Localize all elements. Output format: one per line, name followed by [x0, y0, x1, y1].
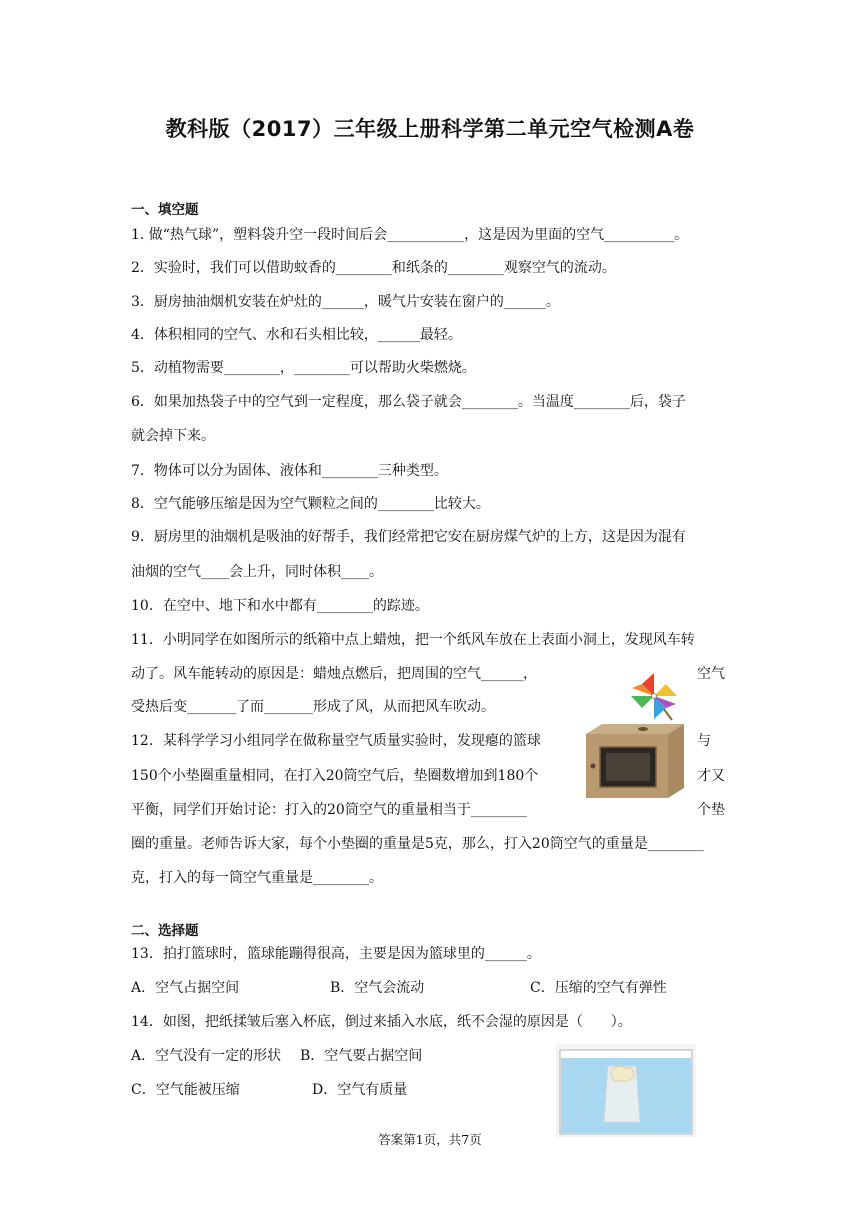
- question-14-option-d: D．空气有质量: [312, 1082, 408, 1098]
- question-14-option-b: B．空气要占据空间: [300, 1048, 423, 1064]
- question-4: 4．体积相同的空气、水和石头相比较，______最轻。: [131, 327, 462, 343]
- question-14-option-a: A．空气没有一定的形状: [131, 1048, 282, 1064]
- cardboard-box-figure: [580, 720, 684, 800]
- section-heading-multiple-choice: 二、选择题: [131, 923, 199, 939]
- question-12-line3-left: 平衡，同学们开始讨论：打入的20筒空气的重量相当于________: [131, 802, 527, 818]
- question-6-line2: 就会掉下来。: [131, 428, 215, 444]
- question-12-line2-left: 150个小垫圈重量相同，在打入20筒空气后，垫圈数增加到180个: [131, 768, 539, 784]
- question-7: 7．物体可以分为固体、液体和________三种类型。: [131, 463, 448, 479]
- pinwheel-figure: [628, 670, 680, 722]
- question-3: 3．厨房抽油烟机安装在炉灶的______，暖气片安装在窗户的______。: [131, 294, 560, 310]
- question-12-line1-left: 12．某科学学习小组同学在做称量空气质量实验时，发现瘪的篮球: [131, 733, 541, 749]
- section-heading-fill-in: 一、填空题: [131, 202, 199, 218]
- question-5: 5．动植物需要________，________可以帮助火柴燃烧。: [131, 360, 476, 376]
- question-9-line1: 9．厨房里的油烟机是吸油的好帮手，我们经常把它安在厨房煤气炉的上方，这是因为混有: [131, 529, 686, 545]
- question-13-option-c: C．压缩的空气有弹性: [530, 980, 667, 996]
- page-footer: 答案第1页，共7页: [378, 1132, 482, 1147]
- question-14: 14．如图，把纸揉皱后塞入杯底，倒过来插入水底，纸不会湿的原因是（ ）。: [131, 1014, 632, 1030]
- question-12-line3-right: 个垫: [697, 802, 725, 818]
- question-8: 8．空气能够压缩是因为空气颗粒之间的________比较大。: [131, 496, 490, 512]
- page-title: 教科版（2017）三年级上册科学第二单元空气检测A卷: [165, 117, 695, 141]
- question-12-line1-right: 与: [697, 733, 711, 749]
- question-11-line1: 11．小明同学在如图所示的纸箱中点上蜡烛，把一个纸风车放在上表面小洞上，发现风车转: [131, 632, 695, 648]
- question-13-option-a: A．空气占据空间: [131, 980, 240, 996]
- question-11-line3: 受热后变_______了而_______形成了风，从而把风车吹动。: [131, 699, 495, 715]
- question-9-line2: 油烟的空气____会上升，同时体积____。: [131, 564, 383, 580]
- cup-in-water-figure: [556, 1044, 696, 1137]
- question-11-line2-right: 空气: [697, 666, 725, 682]
- question-12-line4: 圈的重量。老师告诉大家，每个小垫圈的重量是5克，那么，打入20筒空气的重量是________: [131, 836, 704, 852]
- question-13: 13．拍打篮球时，篮球能蹦得很高，主要是因为篮球里的______。: [131, 946, 541, 962]
- question-6-line1: 6．如果加热袋子中的空气到一定程度，那么袋子就会________。当温度________后，袋子: [131, 394, 686, 410]
- question-2: 2．实验时，我们可以借助蚊香的________和纸条的________观察空气的流动。: [131, 260, 616, 276]
- question-14-option-c: C．空气能被压缩: [131, 1082, 240, 1098]
- question-13-option-b: B．空气会流动: [330, 980, 425, 996]
- question-1: 1. 做“热气球”，塑料袋升空一段时间后会___________，这是因为里面的空气__________。: [131, 227, 689, 243]
- question-12-line5: 克，打入的每一筒空气重量是________。: [131, 870, 383, 886]
- question-11-line2-left: 动了。风车能转动的原因是：蜡烛点燃后，把周围的空气______，: [131, 666, 537, 682]
- question-12-line2-right: 才又: [697, 768, 725, 784]
- question-10: 10．在空中、地下和水中都有________的踪迹。: [131, 598, 429, 614]
